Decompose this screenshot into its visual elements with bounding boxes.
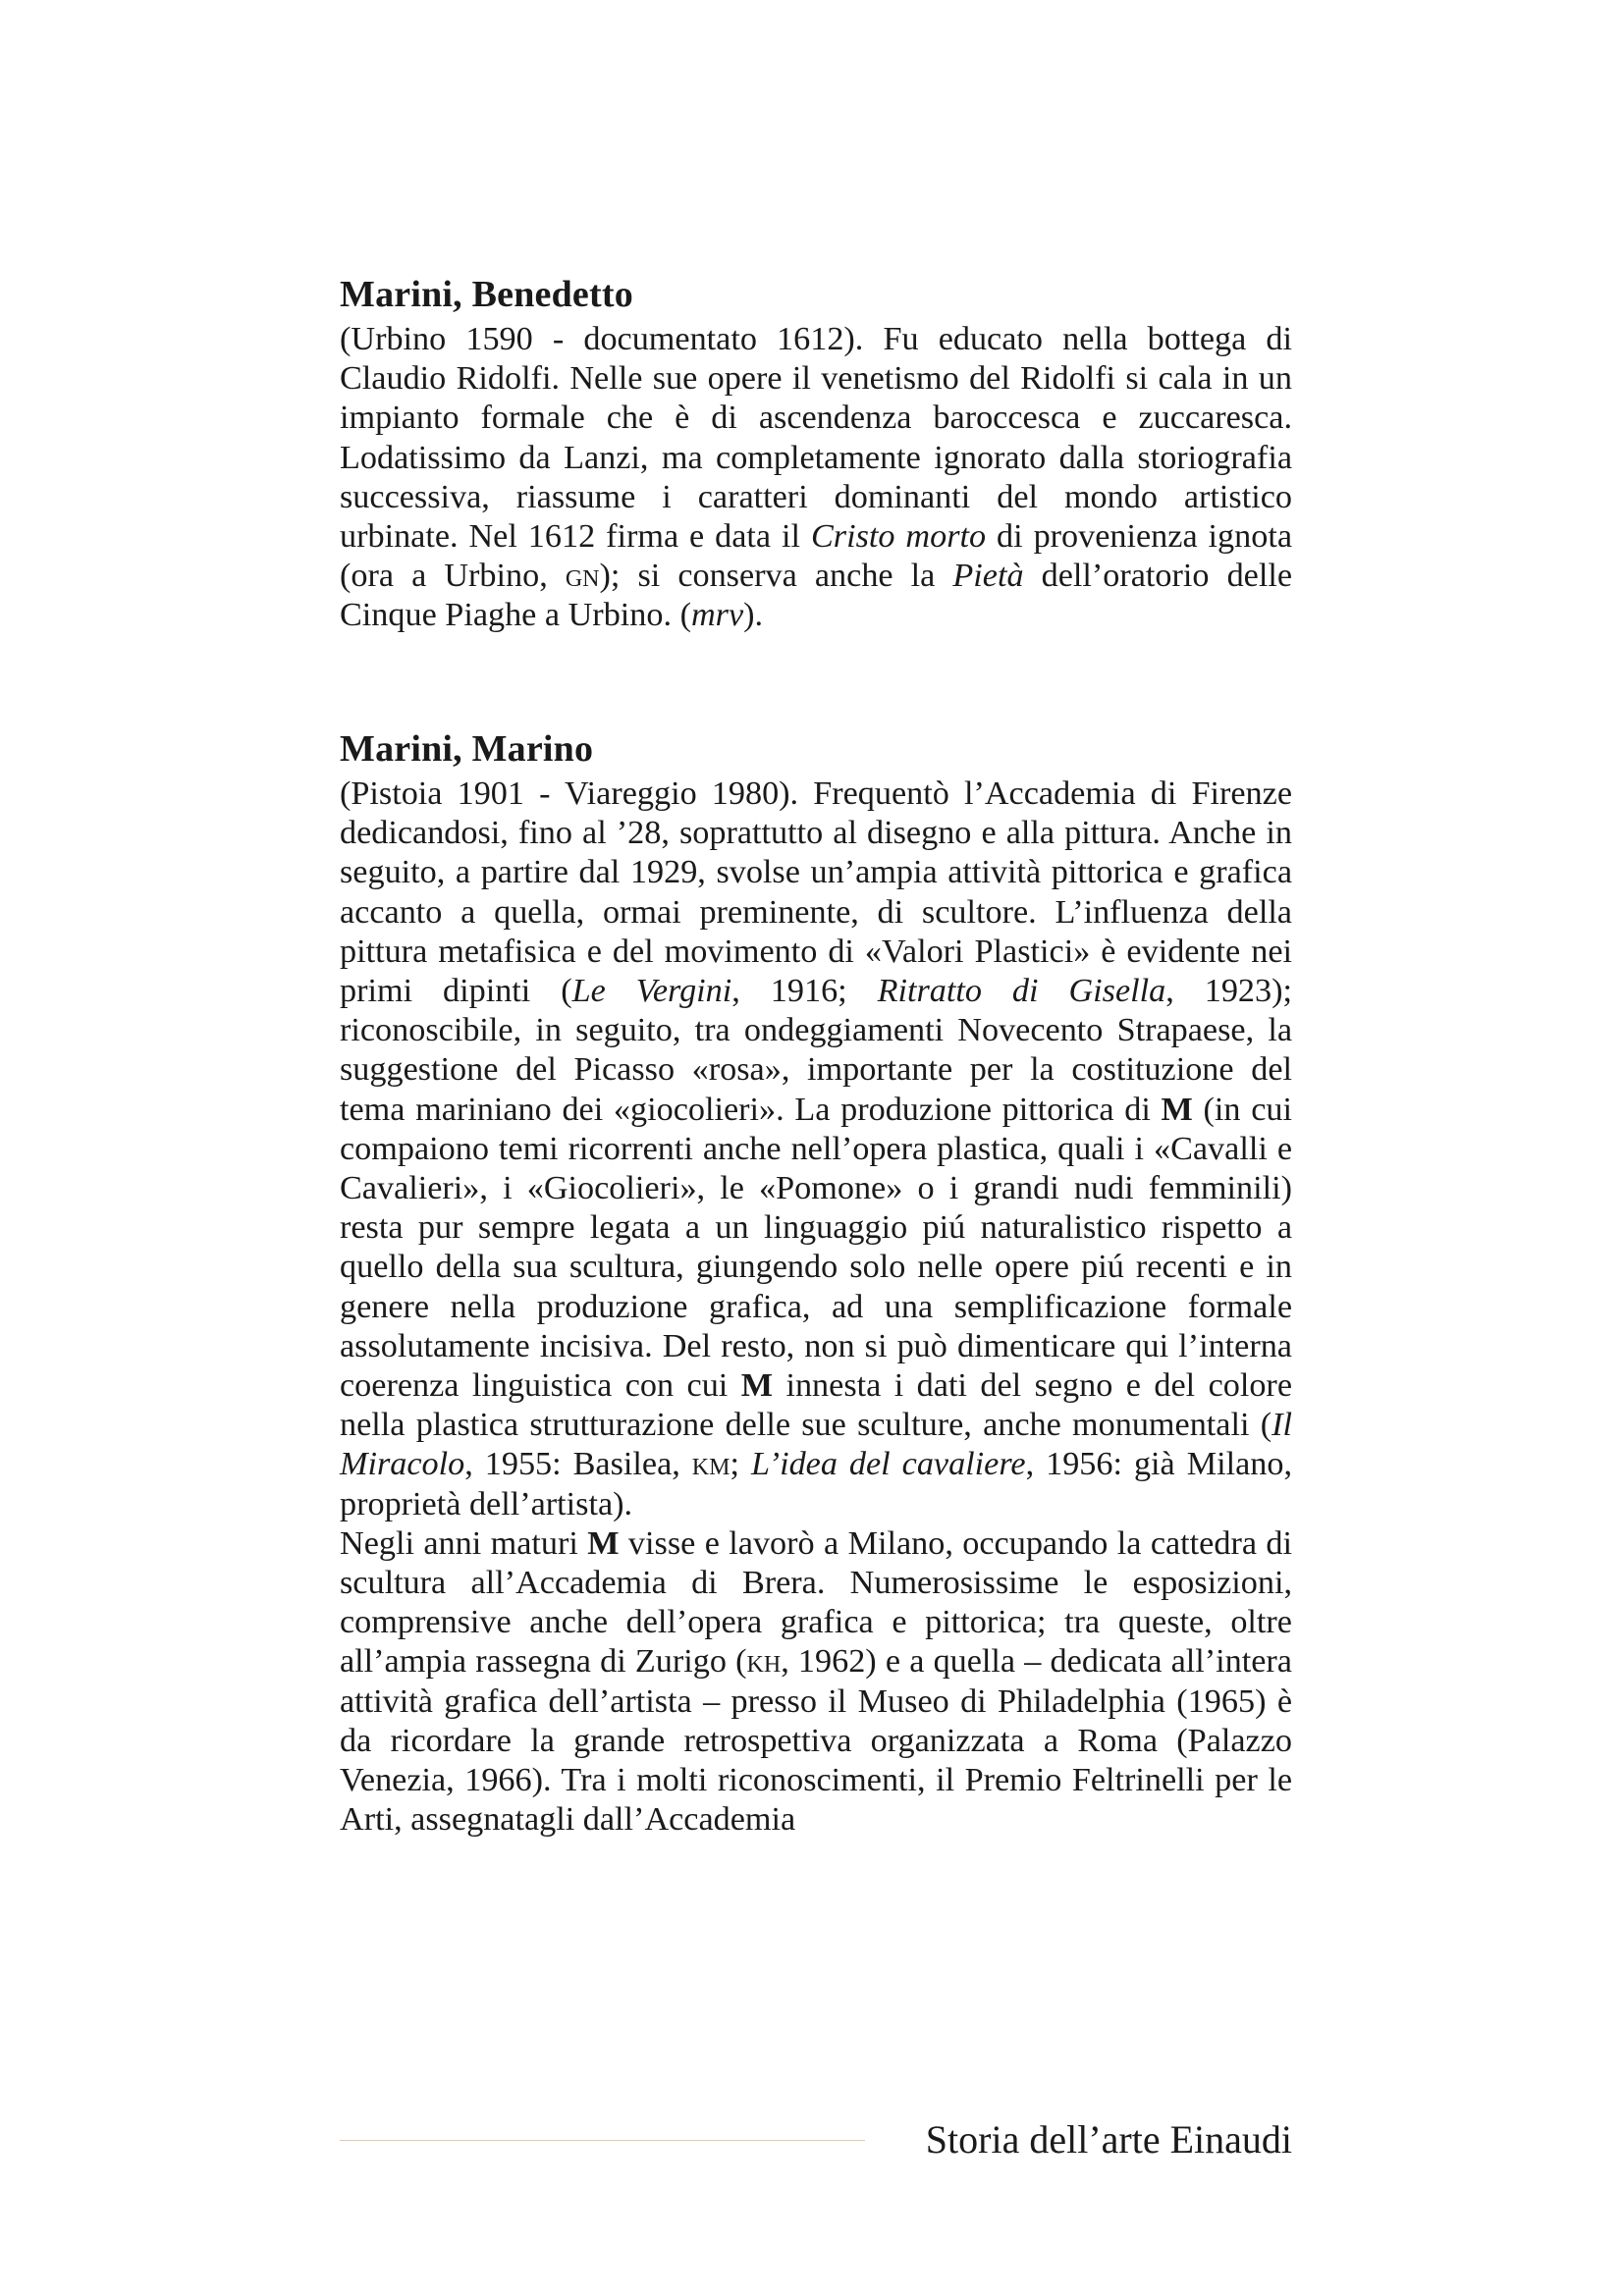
- text-run: , 1923); riconoscibile, in seguito, tra ondeggiamenti Novecento Strapaese, la suggestione del Picasso «rosa», importante per la costituzione del tema mariniano dei «giocolieri». La produzione pittorica di: [340, 973, 1292, 1128]
- museum-abbreviation: km: [691, 1446, 730, 1483]
- artist-initial: M: [587, 1524, 620, 1562]
- entry-title: Marini, Benedetto: [340, 274, 633, 315]
- text-run: ); si conserva anche la: [599, 558, 953, 595]
- entry-title: Marini, Marino: [340, 728, 594, 770]
- artist-initial: M: [740, 1367, 774, 1405]
- text-run: (in cui compaiono temi ricorrenti anche nell’opera plastica, quali i «Cavalli e Cavalieri», i «Giocolieri», le «Pomone» o i grandi nudi femminili) resta pur sempre legata a un linguaggio piú naturalistico rispetto a quello della sua scultura, giungendo solo nelle opere piú recenti e in genere nella produzione grafica, ad una semplificazione formale assolutamente incisiva. Del resto, non si può dimenticare qui l’interna coerenza linguistica con cui: [340, 1091, 1292, 1405]
- italic-title: mrv: [690, 597, 744, 634]
- italic-title: Le Vergini: [571, 973, 732, 1010]
- text-run: di provenienza ignota (ora a Urbino,: [340, 518, 1293, 595]
- entry-benedetto-marini: [340, 275, 1292, 636]
- entry-paragraph: [340, 320, 1292, 636]
- text-run: ;: [730, 1446, 751, 1483]
- italic-title: L’idea del cavaliere: [750, 1446, 1026, 1483]
- text-run: , 1955: Basilea,: [464, 1446, 692, 1483]
- text-run: , 1916;: [731, 973, 878, 1010]
- text-run: (Urbino 1590 - documentato 1612). Fu educato nella bottega di Claudio Ridolfi. Nelle sue opere il venetismo del Ridolfi si cala in un impianto formale che è di ascendenza baroccesca e zuccaresca. Lodatissimo da Lanzi, ma completamente ignorato dalla storiografia successiva, riassume i caratteri dominanti del mondo artistico urbinate. Nel 1612 firma e data il: [340, 321, 1292, 556]
- italic-title: Il Miracolo: [340, 1407, 1292, 1483]
- italic-title: Ritratto di Gisella: [877, 973, 1166, 1010]
- text-run: ).: [743, 597, 764, 634]
- text-run: , 1962) e a quella – dedicata all’intera attività grafica dell’artista – presso il Museo di Philadelphia (1965) è da ricordare la grande retrospettiva organizzata a Roma (Palazzo Venezia, 1966). Tra i molti riconoscimenti, il Premio Feltrinelli per le Arti, assegnatagli dall’Accademia: [340, 1643, 1292, 1839]
- page-footer: [340, 2116, 1292, 2165]
- footer-rule: [340, 2140, 865, 2141]
- italic-title: Pietà: [952, 558, 1024, 595]
- museum-abbreviation: kh: [746, 1643, 782, 1681]
- page: [340, 0, 1292, 2296]
- footer-publication-title: Storia dell’arte Einaudi: [925, 2117, 1292, 2162]
- text-run: dell’oratorio delle Cinque Piaghe a Urbino. (: [340, 558, 1293, 634]
- entry-paragraph: [340, 774, 1292, 1524]
- text-run: Negli anni maturi: [340, 1524, 588, 1562]
- entry-body: [340, 320, 1292, 636]
- artist-initial: M: [1161, 1091, 1193, 1128]
- text-run: visse e lavorò a Milano, occupando la cattedra di scultura all’Accademia di Brera. Numerosissime le esposizioni, comprensive anche dell’opera grafica e pittorica; tra queste, oltre all’ampia rassegna di Zurigo (: [340, 1524, 1292, 1681]
- italic-title: Cristo morto: [810, 518, 987, 556]
- text-run: innesta i dati del segno e del colore nella plastica strutturazione delle sue sculture, anche monumentali (: [340, 1367, 1292, 1444]
- entry-paragraph: [340, 1524, 1292, 1841]
- text-run: , 1956: già Milano, proprietà dell’artista).: [340, 1446, 1293, 1522]
- entry-body: [340, 774, 1292, 1840]
- text-run: (Pistoia 1901 - Viareggio 1980). Frequentò l’Accademia di Firenze dedicandosi, fino al ’28, soprattutto al disegno e alla pittura. Anche in seguito, a partire dal 1929, svolse un’ampia attività pittorica e grafica accanto a quella, ormai preminente, di scultore. L’influenza della pittura metafisica e del movimento di «Valori Plastici» è evidente nei primi dipinti (: [340, 775, 1292, 1010]
- museum-abbreviation: gn: [565, 558, 600, 595]
- entry-marino-marini: [340, 729, 1292, 1840]
